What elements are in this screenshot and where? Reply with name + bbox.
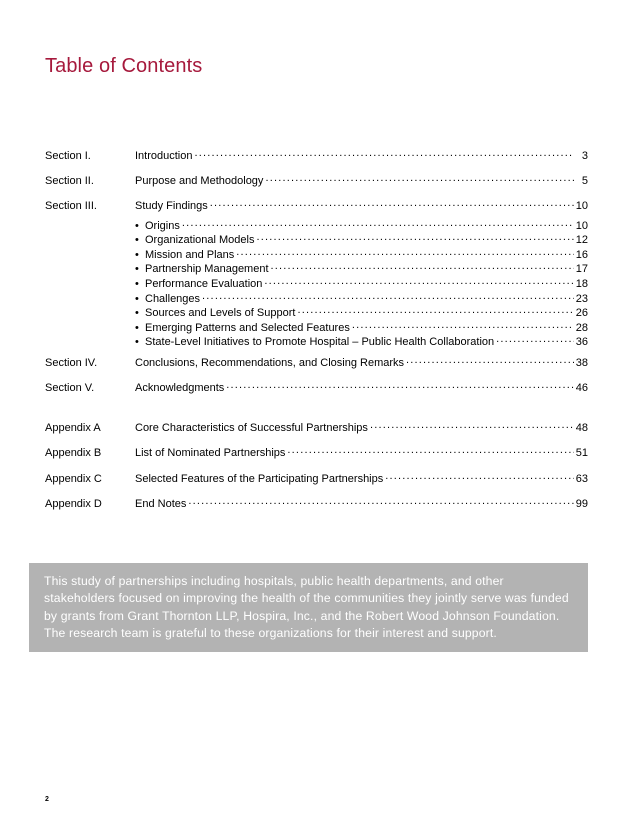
page-footer-number: 2 (45, 796, 49, 803)
toc-row-section-4[interactable] (45, 355, 588, 374)
toc-row-appendix-a[interactable] (45, 420, 588, 439)
bullet-icon: • (135, 336, 139, 349)
toc-row-appendix-d[interactable] (45, 496, 588, 515)
dot-leader (202, 291, 574, 302)
section-label: Section IV. (45, 356, 98, 369)
page-number: 10 (575, 219, 588, 232)
page-number: 38 (575, 356, 588, 369)
page-number: 12 (575, 234, 588, 247)
dot-leader (256, 232, 573, 243)
toc-subitem[interactable] (45, 247, 588, 262)
appendix-title: Core Characteristics of Successful Partnerships (135, 422, 368, 435)
dot-leader (287, 445, 573, 456)
dot-leader (271, 261, 574, 272)
section-title: Study Findings (135, 200, 208, 213)
dot-leader (297, 305, 573, 316)
dot-leader (236, 247, 573, 258)
subitem-title: Sources and Levels of Support (145, 307, 296, 320)
subitem-title: Partnership Management (145, 263, 269, 276)
page-number: 36 (575, 336, 588, 349)
page-number: 63 (575, 472, 588, 485)
page-number: 16 (575, 248, 588, 261)
appendix-title: End Notes (135, 497, 187, 510)
toc-row-section-5[interactable] (45, 380, 588, 399)
appendix-title: List of Nominated Partnerships (135, 447, 286, 460)
page-number: 28 (575, 321, 588, 334)
dot-leader (194, 148, 574, 159)
subitem-title: Origins (145, 219, 180, 232)
section-title: Conclusions, Recommendations, and Closing Remarks (135, 356, 405, 369)
page-number: 46 (575, 382, 588, 395)
page-number: 48 (575, 422, 588, 435)
appendix-label: Appendix A (45, 422, 101, 435)
subitem-title: Mission and Plans (145, 248, 235, 261)
subitem-title: Organizational Models (145, 234, 255, 247)
section-label: Section III. (45, 200, 97, 213)
page-title: Table of Contents (45, 55, 203, 77)
bullet-icon: • (135, 277, 139, 290)
toc-row-appendix-b[interactable] (45, 445, 588, 464)
section-title: Purpose and Methodology (135, 175, 264, 188)
bullet-icon: • (135, 234, 139, 247)
toc-subitem[interactable] (45, 218, 588, 233)
page-number: 18 (575, 277, 588, 290)
toc-row-section-2[interactable] (45, 173, 588, 192)
section-title: Introduction (135, 150, 193, 162)
bullet-icon: • (135, 292, 139, 305)
toc-subitem[interactable] (45, 261, 588, 276)
funding-notice: This study of partnerships including hospitals, public health departments, and other stakeholders focused on improving the health of the communities they jointly serve was funded by grants from Grant Thornton LLP, Hospira, Inc., and the Robert Wood Johnson Foundation. The research team is grateful to these organizations for their interest and support. (29, 563, 588, 652)
toc-subitem[interactable] (45, 232, 588, 247)
table-of-contents (45, 148, 588, 515)
dot-leader (264, 276, 573, 287)
bullet-icon: • (135, 263, 139, 276)
bullet-icon: • (135, 307, 139, 320)
bullet-icon: • (135, 219, 139, 232)
toc-subitem[interactable] (45, 276, 588, 291)
page-number: 26 (575, 307, 588, 320)
bullet-icon: • (135, 248, 139, 261)
subitem-title: Performance Evaluation (145, 277, 263, 290)
dot-leader (352, 320, 574, 331)
toc-subitem[interactable] (45, 334, 588, 349)
toc-row-appendix-c[interactable] (45, 471, 588, 490)
section-label: Section I. (45, 150, 91, 162)
bullet-icon: • (135, 321, 139, 334)
section-label: Section V. (45, 382, 95, 395)
toc-subitem[interactable] (45, 291, 588, 306)
subitem-title: Emerging Patterns and Selected Features (145, 321, 350, 334)
dot-leader (188, 496, 573, 507)
subitem-title: Challenges (145, 292, 201, 305)
dot-leader (210, 198, 574, 209)
dot-leader (385, 471, 574, 482)
appendix-label: Appendix C (45, 472, 102, 485)
subitem-title: State-Level Initiatives to Promote Hospital – Public Health Collaboration (145, 336, 495, 349)
toc-subitem[interactable] (45, 305, 588, 320)
dot-leader (406, 355, 574, 366)
appendix-label: Appendix B (45, 447, 102, 460)
toc-row-section-1[interactable] (45, 148, 588, 167)
page-number: 51 (575, 447, 588, 460)
section-label: Section II. (45, 175, 94, 188)
toc-subitem[interactable] (45, 320, 588, 335)
page-number: 3 (581, 150, 588, 162)
page-number: 99 (575, 497, 588, 510)
section-title: Acknowledgments (135, 382, 225, 395)
toc-row-section-3[interactable] (45, 198, 588, 217)
page-number: 23 (575, 292, 588, 305)
page-number: 5 (581, 175, 588, 188)
dot-leader (496, 334, 574, 345)
dot-leader (265, 173, 574, 184)
page-number: 17 (575, 263, 588, 276)
appendix-title: Selected Features of the Participating Partnerships (135, 472, 384, 485)
dot-leader (226, 380, 573, 391)
dot-leader (370, 420, 574, 431)
appendix-label: Appendix D (45, 497, 102, 510)
dot-leader (182, 218, 574, 229)
page-number: 10 (575, 200, 588, 213)
